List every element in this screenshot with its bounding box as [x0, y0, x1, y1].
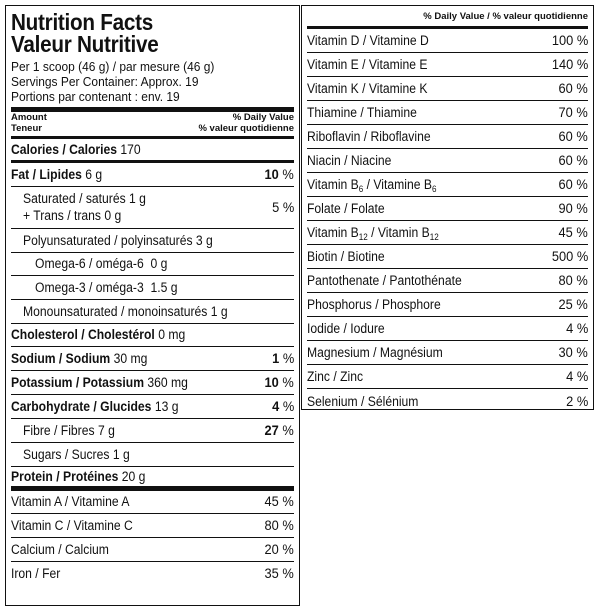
fibre-label: Fibre / Fibres 7 g: [23, 423, 115, 438]
vitamin-c-dv: 80 %: [264, 518, 294, 533]
vitamin-k-dv: 60 %: [558, 81, 588, 96]
vitamin-b12-text-a: Vitamin B: [307, 225, 359, 240]
biotin-row: [307, 245, 588, 269]
protein-amount: 20 g: [121, 468, 146, 484]
omega3-row: [11, 276, 294, 300]
vitamin-b6-sub-a: 6: [358, 184, 364, 194]
vitamin-k-row: [307, 77, 588, 101]
calories-value: 170: [120, 141, 141, 157]
vitamin-a-label: Vitamin A / Vitamine A: [11, 494, 130, 510]
potassium-dv-unit: %: [279, 375, 294, 390]
vitamin-b12-sub-b: 12: [429, 232, 439, 242]
riboflavin-dv: 60 %: [558, 129, 588, 144]
potassium-row: [11, 371, 294, 395]
omega6-label: Omega-6 / oméga-6: [35, 256, 144, 272]
phosphorus-dv: 25 %: [558, 297, 588, 312]
cholesterol-row: [11, 324, 294, 348]
sodium-label: Sodium / Sodium: [11, 351, 111, 366]
protein-label: Protein / Protéines: [11, 468, 119, 484]
vitamin-d-label: Vitamin D / Vitamine D: [307, 33, 429, 48]
polyunsaturated-label: Polyunsaturated / polyinsaturés 3 g: [23, 232, 213, 248]
potassium-label: Potassium / Potassium: [11, 375, 145, 390]
omega6-row: [11, 253, 294, 277]
vitamin-k-label: Vitamin K / Vitamine K: [307, 81, 428, 96]
column-header: [11, 112, 294, 136]
selenium-dv: 2 %: [565, 393, 588, 409]
omega3-amount: 1.5 g: [150, 279, 178, 295]
vitamin-e-dv: 140 %: [551, 57, 588, 72]
vitamin-b12-dv: 45 %: [558, 225, 588, 240]
fat-amount: 6 g: [85, 166, 103, 182]
selenium-label: Selenium / Sélénium: [307, 393, 419, 409]
fat-dv: 10: [264, 166, 280, 182]
iron-dv: 35 %: [264, 566, 294, 582]
carbohydrate-row: [11, 395, 294, 419]
saturated-label: Saturated / saturés 1 g: [23, 191, 146, 206]
pantothenate-dv: 80 %: [558, 273, 588, 288]
phosphorus-row: [307, 293, 588, 317]
calcium-row: [11, 538, 294, 562]
vitamin-b6-label: [307, 177, 436, 192]
vitamin-b6-text-a: Vitamin B: [307, 177, 359, 192]
carbohydrate-dv: 4: [271, 399, 280, 414]
cholesterol-amount: 0 mg: [158, 327, 186, 343]
vitamin-b6-text-b: / Vitamine B: [363, 177, 432, 192]
niacin-row: [307, 149, 588, 173]
fibre-dv: 27: [264, 423, 280, 438]
vitamin-b12-label: [307, 225, 439, 240]
vitamin-d-row: [307, 29, 588, 53]
calories-label: Calories / Calories: [11, 141, 118, 157]
vitamin-b12-sub-a: 12: [358, 232, 368, 242]
vitamin-b6-row: [307, 173, 588, 197]
calcium-label: Calcium / Calcium: [11, 542, 109, 557]
vitamin-c-label: Vitamin C / Vitamine C: [11, 518, 133, 533]
vitamin-a-row: [11, 491, 294, 515]
fat-row: [11, 163, 294, 187]
potassium-amount: 360 mg: [147, 375, 188, 390]
teneur-label: Teneur: [11, 122, 42, 134]
title-english: Nutrition Facts: [11, 9, 153, 35]
vitamin-b12-row: [307, 221, 588, 245]
zinc-label: Zinc / Zinc: [307, 369, 364, 384]
iodide-label: Iodide / Iodure: [307, 321, 385, 336]
iron-label: Iron / Fer: [11, 566, 61, 582]
magnesium-row: [307, 341, 588, 365]
thiamine-row: [307, 101, 588, 125]
cholesterol-label: Cholesterol / Cholestérol: [11, 327, 155, 343]
carbohydrate-amount: 13 g: [154, 399, 179, 414]
vitamin-e-label: Vitamin E / Vitamine E: [307, 57, 428, 72]
sodium-row: [11, 347, 294, 371]
monounsaturated-label: Monounsaturated / monoinsaturés 1 g: [23, 303, 228, 319]
folate-dv: 90 %: [558, 201, 588, 216]
vitamin-a-dv: 45 %: [264, 494, 294, 510]
calcium-dv: 20 %: [264, 542, 294, 557]
biotin-label: Biotin / Biotine: [307, 249, 385, 264]
carbohydrate-label: Carbohydrate / Glucides: [11, 399, 152, 414]
thiamine-dv: 70 %: [558, 105, 588, 120]
niacin-dv: 60 %: [558, 153, 588, 168]
vitamin-b6-sub-b: 6: [431, 184, 437, 194]
daily-value-label-en: % Daily Value: [232, 112, 294, 123]
sugars-label: Sugars / Sucres 1 g: [23, 447, 130, 462]
sodium-dv-unit: %: [279, 351, 294, 366]
iodide-dv: 4 %: [565, 321, 588, 336]
nutrition-label-main: [5, 5, 300, 606]
polyunsaturated-row: [11, 229, 294, 253]
omega6-amount: 0 g: [150, 256, 168, 272]
monounsaturated-row: [11, 300, 294, 324]
fat-label: Fat / Lipides: [11, 166, 82, 182]
iodide-row: [307, 317, 588, 341]
selenium-row: [307, 389, 588, 413]
carbohydrate-dv-unit: %: [279, 399, 294, 414]
sugars-row: [11, 443, 294, 467]
zinc-dv: 4 %: [565, 369, 588, 384]
nutrition-label-vitamins: [301, 5, 594, 410]
omega3-label: Omega-3 / oméga-3: [35, 279, 144, 295]
biotin-dv: 500 %: [551, 249, 588, 264]
niacin-label: Niacin / Niacine: [307, 153, 392, 168]
fibre-dv-unit: %: [279, 423, 294, 438]
sodium-amount: 30 mg: [113, 351, 148, 366]
potassium-dv: 10: [264, 375, 280, 390]
daily-value-header: % Daily Value / % valeur quotidienne: [423, 11, 588, 22]
vitamin-b6-dv: 60 %: [558, 177, 588, 192]
sodium-dv: 1: [271, 351, 280, 366]
iron-row: [11, 562, 294, 586]
pantothenate-label: Pantothenate / Pantothénate: [307, 273, 462, 288]
title-french: Valeur Nutritive: [11, 31, 159, 57]
servings-per-container-fr: Portions par contenant : env. 19: [11, 89, 180, 104]
amount-label: Amount: [11, 112, 47, 123]
serving-size: Per 1 scoop (46 g) / par mesure (46 g): [11, 59, 215, 74]
folate-label: Folate / Folate: [307, 201, 385, 216]
fibre-row: [11, 419, 294, 443]
saturated-dv: 5 %: [271, 199, 294, 215]
calories-row: [11, 139, 294, 163]
vitamin-d-dv: 100 %: [551, 33, 588, 48]
saturated-trans-row: [11, 187, 294, 229]
zinc-row: [307, 365, 588, 389]
fat-dv-unit: %: [279, 166, 294, 182]
riboflavin-row: [307, 125, 588, 149]
folate-row: [307, 197, 588, 221]
phosphorus-label: Phosphorus / Phosphore: [307, 297, 441, 312]
magnesium-label: Magnesium / Magnésium: [307, 345, 443, 360]
thiamine-label: Thiamine / Thiamine: [307, 105, 417, 120]
servings-per-container-en: Servings Per Container: Approx. 19: [11, 74, 199, 89]
trans-label: + Trans / trans 0 g: [23, 208, 122, 223]
vitamin-b12-text-b: / Vitamin B: [367, 225, 430, 240]
pantothenate-row: [307, 269, 588, 293]
vitamin-c-row: [11, 514, 294, 538]
vitamin-e-row: [307, 53, 588, 77]
riboflavin-label: Riboflavin / Riboflavine: [307, 129, 431, 144]
protein-row: [11, 467, 294, 491]
daily-value-label-fr: % valeur quotidienne: [198, 122, 294, 134]
magnesium-dv: 30 %: [558, 345, 588, 360]
